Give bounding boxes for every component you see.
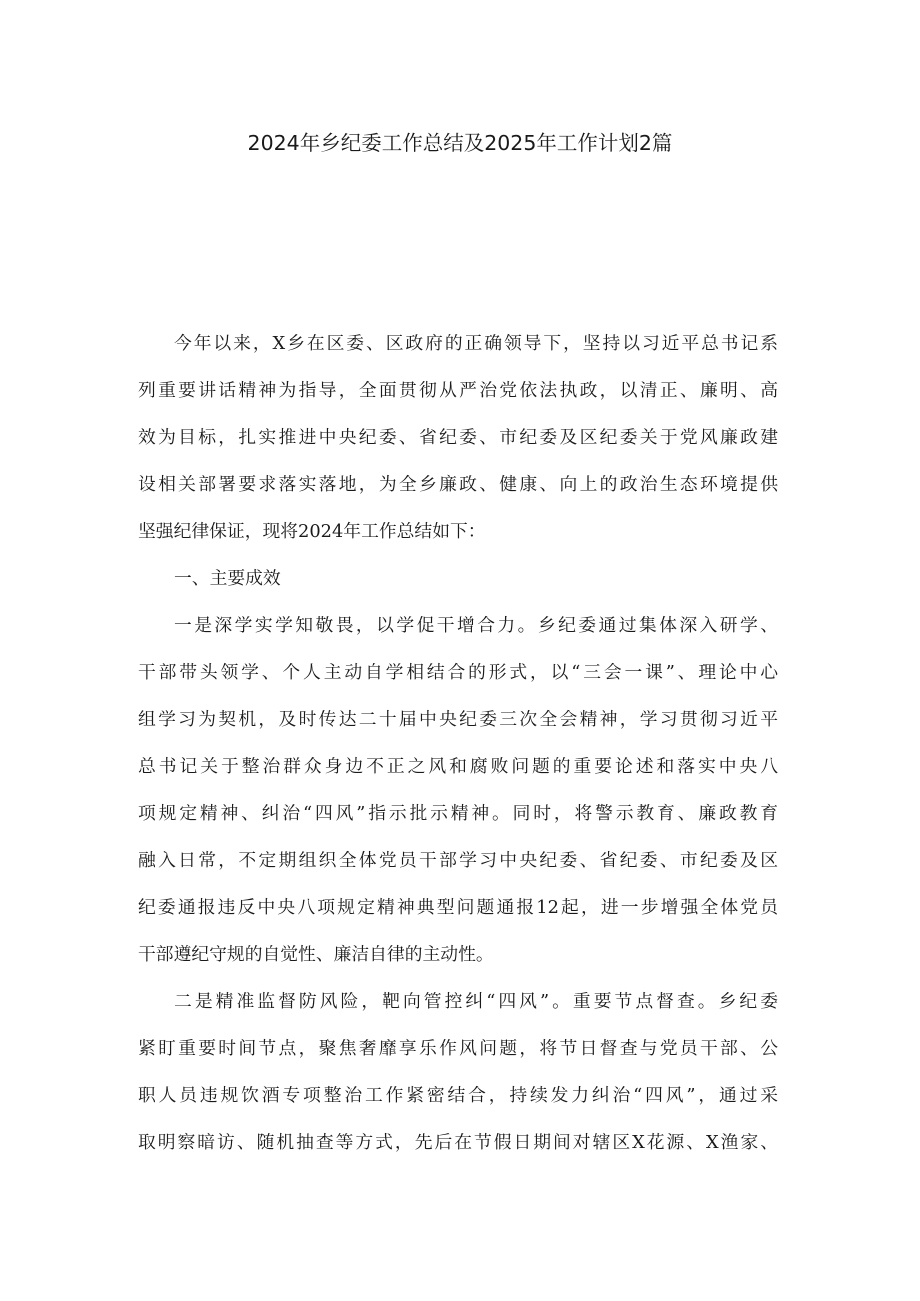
section-heading: 一、主要成效 bbox=[174, 568, 281, 589]
paragraph-line: 融入日常，不定期组织全体党员干部学习中央纪委、省纪委、市纪委及区 bbox=[138, 850, 778, 871]
paragraph-line: 项规定精神、纠治“四风”指示批示精神。同时，将警示教育、廉政教育 bbox=[138, 803, 778, 824]
paragraph-line: 效为目标，扎实推进中央纪委、省纪委、市纪委及区纪委关于党风廉政建 bbox=[138, 427, 778, 448]
paragraph-line: 坚强纪律保证，现将2024年工作总结如下： bbox=[138, 521, 486, 542]
paragraph-line: 取明察暗访、随机抽查等方式，先后在节假日期间对辖区X花源、X渔家、 bbox=[138, 1132, 778, 1153]
paragraph-line: 职人员违规饮酒专项整治工作紧密结合，持续发力纠治“四风”，通过采 bbox=[138, 1085, 778, 1106]
paragraph-line: 干部遵纪守规的自觉性、廉洁自律的主动性。 bbox=[138, 944, 494, 965]
document-title: 2024年乡纪委工作总结及2025年工作计划2篇 bbox=[247, 131, 673, 155]
paragraph-line: 设相关部署要求落实落地，为全乡廉政、健康、向上的政治生态环境提供 bbox=[138, 474, 778, 495]
paragraph-line: 今年以来，X乡在区委、区政府的正确领导下，坚持以习近平总书记系 bbox=[174, 333, 778, 354]
paragraph-line: 组学习为契机，及时传达二十届中央纪委三次全会精神，学习贯彻习近平 bbox=[138, 709, 778, 730]
paragraph-line: 紧盯重要时间节点，聚焦奢靡享乐作风问题，将节日督查与党员干部、公 bbox=[138, 1038, 778, 1059]
paragraph-line: 列重要讲话精神为指导，全面贯彻从严治党依法执政，以清正、廉明、高 bbox=[138, 380, 778, 401]
paragraph-line: 总书记关于整治群众身边不正之风和腐败问题的重要论述和落实中央八 bbox=[138, 756, 778, 777]
document-body bbox=[138, 320, 778, 1166]
paragraph-line: 二是精准监督防风险，靶向管控纠“四风”。重要节点督查。乡纪委 bbox=[174, 991, 778, 1012]
paragraph-line: 一是深学实学知敬畏，以学促干增合力。乡纪委通过集体深入研学、 bbox=[174, 615, 778, 636]
paragraph-line: 干部带头领学、个人主动自学相结合的形式，以“三会一课”、理论中心 bbox=[138, 662, 778, 683]
paragraph-line: 纪委通报违反中央八项规定精神典型问题通报12起，进一步增强全体党员 bbox=[138, 897, 778, 918]
